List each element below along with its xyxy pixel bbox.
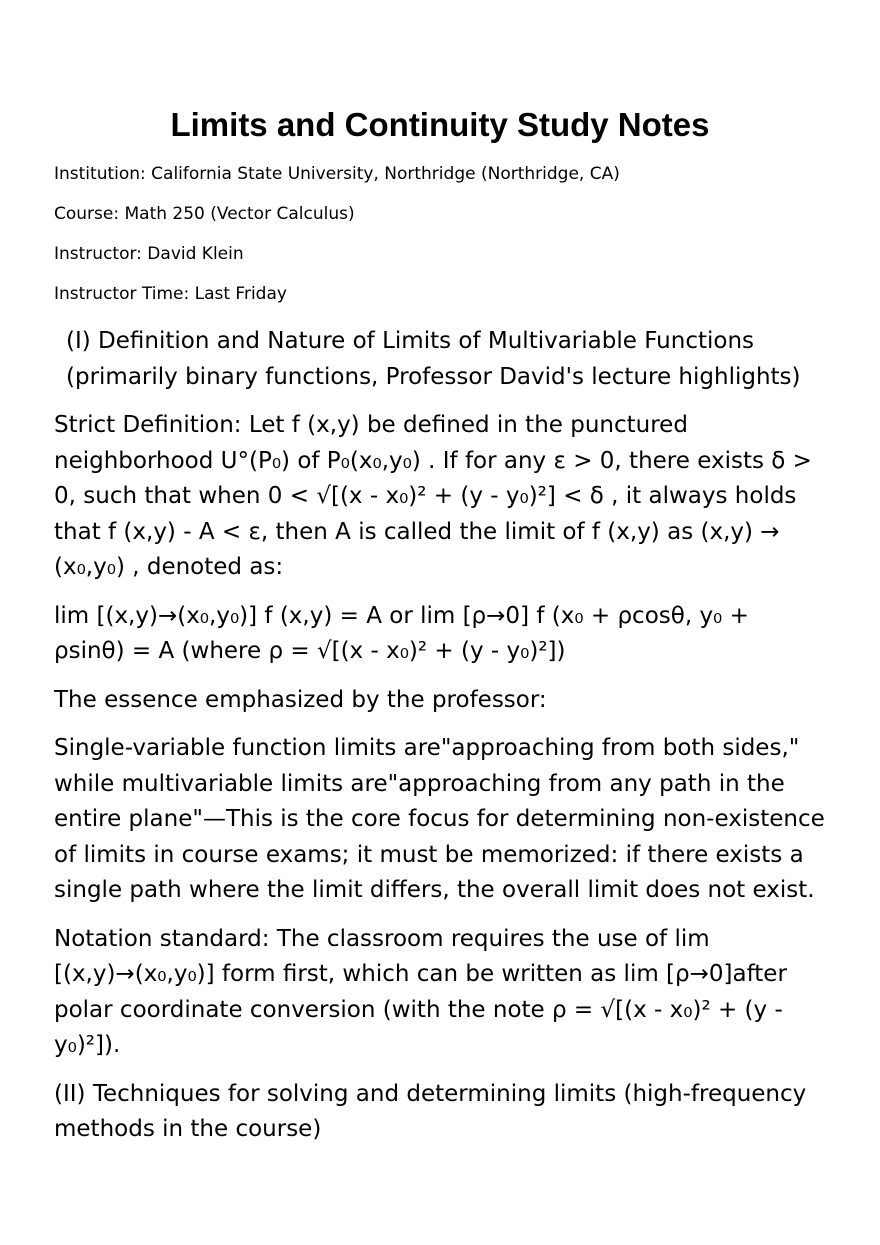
notation-paragraph: Notation standard: The classroom requires the use of lim [(x,y)→(x₀,y₀)] form first, which can be written as lim [ρ→0]after polar coordinate conversion (with the note ρ = √[(x - x₀)² + (y - y₀)²]).: [54, 925, 787, 1058]
section-heading-1: (I) Definition and Nature of Limits of Multivariable Functions (primarily binary functions, Professor David's lecture highlights): [66, 328, 801, 390]
essence-paragraph: Single-variable function limits are"approaching from both sides," while multivariable limits are"approaching from any path in the entire plane"—This is the core focus for determining non-existence of limits in course exams; it must be memorized: if there exists a single path where the limit differs, the overall limit does not exist.: [54, 735, 825, 903]
instructor-time-line: Instructor Time: Last Friday: [54, 284, 287, 304]
limit-formula-paragraph: lim [(x,y)→(x₀,y₀)] f (x,y) = A or lim [ρ→0] f (x₀ + ρcosθ, y₀ + ρsinθ) = A (where ρ = √[(x - x₀)² + (y - y₀)²]): [54, 602, 749, 664]
instructor-line: Instructor: David Klein: [54, 244, 244, 264]
essence-heading: The essence emphasized by the professor:: [54, 686, 547, 713]
strict-definition-paragraph: Strict Definition: Let f (x,y) be defined in the punctured neighborhood U°(P₀) of P₀(x₀,y₀) . If for any ε > 0, there exists δ > 0, such that when 0 < √[(x - x₀)² + (y - y₀)²] < δ , it always holds that f (x,y) - A < ε, then A is called the limit of f (x,y) as (x,y) → (x₀,y₀) , denoted as:: [54, 412, 812, 580]
course-line: Course: Math 250 (Vector Calculus): [54, 204, 355, 224]
institution-line: Institution: California State University, Northridge (Northridge, CA): [54, 164, 620, 184]
page-title: Limits and Continuity Study Notes: [170, 106, 710, 143]
section-heading-2: (II) Techniques for solving and determining limits (high-frequency methods in the course): [54, 1080, 807, 1142]
